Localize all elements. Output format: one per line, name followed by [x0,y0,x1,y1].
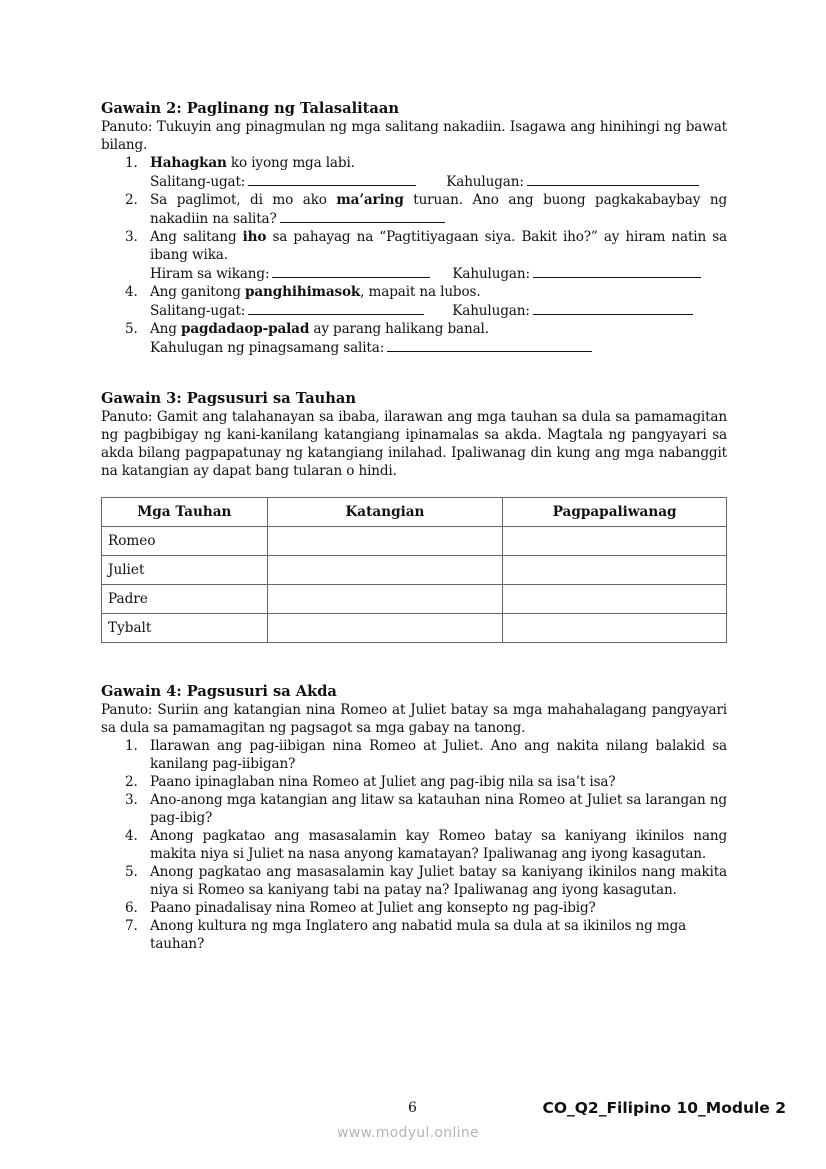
question-item: 5. Anong pagkatao ang masasalamin kay Juliet batay sa kaniyang ikinilos nang makita niya si Romeo sa kaniyang tabi na patay na? Ipaliwanag ang iyong kasagutan. [125,864,727,898]
question-item: 2. Paano ipinaglaban nina Romeo at Juliet ang pag-ibig nila sa isa’t isa? [125,774,616,790]
salitang-ugat-answer-blank[interactable] [248,172,416,186]
pagpapaliwanag-cell[interactable] [503,585,727,614]
column-header-mga-tauhan: Mga Tauhan [102,498,268,527]
gawain-2-item-2: 2. Sa paglimot, di mo ako ma’aring turuan. Ano ang buong pagkakabaybay ng nakadiin na salita? [125,192,727,227]
column-header-katangian: Katangian [267,498,503,527]
salitang-ugat-answer-blank[interactable] [248,301,424,315]
emphasized-word: ma’aring [336,192,404,208]
gawain-4-title: Gawain 4: Pagsusuri sa Akda [101,683,337,700]
kahulugan-answer-blank[interactable] [527,172,699,186]
emphasized-word: Hahagkan [150,155,227,171]
pagpapaliwanag-cell[interactable] [503,614,727,643]
emphasized-word: iho [242,229,267,245]
gawain-4-questions [101,737,727,953]
question-item: 4. Anong pagkatao ang masasalamin kay Romeo batay sa kaniyang ikinilos nang makita niya si Juliet na nasa anyong kamatayan? Ipaliwanag ang iyong kasagutan. [125,828,727,862]
emphasized-word: panghihimasok [244,284,361,300]
tauhan-cell: Tybalt [102,614,268,643]
gawain-2-item-5: 5. Ang pagdadaop-palad ay parang halikang banal. Kahulugan ng pinagsamang salita: [101,320,727,357]
katangian-cell[interactable] [267,556,503,585]
question-item: 3. Ano-anong mga katangian ang litaw sa katauhan nina Romeo at Juliet sa larangan ng pag-ibig? [125,792,727,826]
module-code: CO_Q2_Filipino 10_Module 2 [542,1099,786,1117]
pagpapaliwanag-cell[interactable] [503,527,727,556]
gawain-2-item-3: 3. Ang salitang iho sa pahayag na “Pagtitiyagaan siya. Bakit iho?” ay hiram natin sa ibang wika. Hiram sa wikang: Kahulugan: [125,229,727,282]
katangian-cell[interactable] [267,527,503,556]
table-row [102,556,727,585]
gawain-3-panuto: Panuto: Gamit ang talahanayan sa ibaba, ilarawan ang mga tauhan sa dula sa pamamagitan ng pagbibigay ng kani-kanilang katangiang ipinamalas sa akda. Magtala ng pangyayari sa akda bilang pagpapatunay ng katangiang inilahad. Ipaliwanag din kung ang mga nabanggit na katangian ay dapat bang tularan o hindi. [101,409,727,479]
gawain-2-item-4: 4. Ang ganitong panghihimasok, mapait na lubos. Salitang-ugat: Kahulugan: [101,283,727,320]
kahulugan-answer-blank[interactable] [533,301,693,315]
tauhan-table [101,497,727,643]
tauhan-cell: Romeo [102,527,268,556]
question-item: 6. Paano pinadalisay nina Romeo at Juliet ang konsepto ng pag-ibig? [125,900,596,916]
tauhan-cell: Padre [102,585,268,614]
table-row [102,614,727,643]
table-row [102,585,727,614]
watermark-url: www.modyul.online [337,1125,479,1141]
emphasized-word: pagdadaop-palad [181,321,310,337]
tauhan-cell: Juliet [102,556,268,585]
table-header-row [102,498,727,527]
table-row [102,527,727,556]
gawain-2-title: Gawain 2: Paglinang ng Talasalitaan [101,100,399,117]
pagkakabaybay-answer-blank[interactable] [280,209,445,223]
gawain-2-panuto: Panuto: Tukuyin ang pinagmulan ng mga salitang nakadiin. Isagawa ang hinihingi ng bawat bilang. [101,119,727,153]
gawain-3-title: Gawain 3: Pagsusuri sa Tauhan [101,390,356,407]
column-header-pagpapaliwanag: Pagpapaliwanag [503,498,727,527]
kahulugan-ng-pinagsamang-salita-answer-blank[interactable] [387,338,592,352]
pagpapaliwanag-cell[interactable] [503,556,727,585]
gawain-2-section [101,100,727,357]
page-number: 6 [408,1100,417,1116]
katangian-cell[interactable] [267,614,503,643]
question-item: 1. Ilarawan ang pag-iibigan nina Romeo at Juliet. Ano ang nakita nilang balakid sa kanilang pag-iibigan? [125,738,727,772]
question-item: 7. Anong kultura ng mga Inglatero ang nabatid mula sa dula at sa ikinilos ng mga tauhan? [125,918,687,952]
hiram-sa-wikang-answer-blank[interactable] [272,264,430,278]
gawain-4-section [101,683,727,953]
katangian-cell[interactable] [267,585,503,614]
gawain-4-panuto: Panuto: Suriin ang katangian nina Romeo at Juliet batay sa mga mahahalagang pangyayari sa dula sa pamamagitan ng pagsagot sa mga gabay na tanong. [101,702,727,736]
gawain-3-section [101,390,727,480]
gawain-2-list [101,154,727,357]
kahulugan-answer-blank[interactable] [533,264,701,278]
gawain-2-item-1: 1. Hahagkan ko iyong mga labi. Salitang-ugat: Kahulugan: [101,154,727,191]
